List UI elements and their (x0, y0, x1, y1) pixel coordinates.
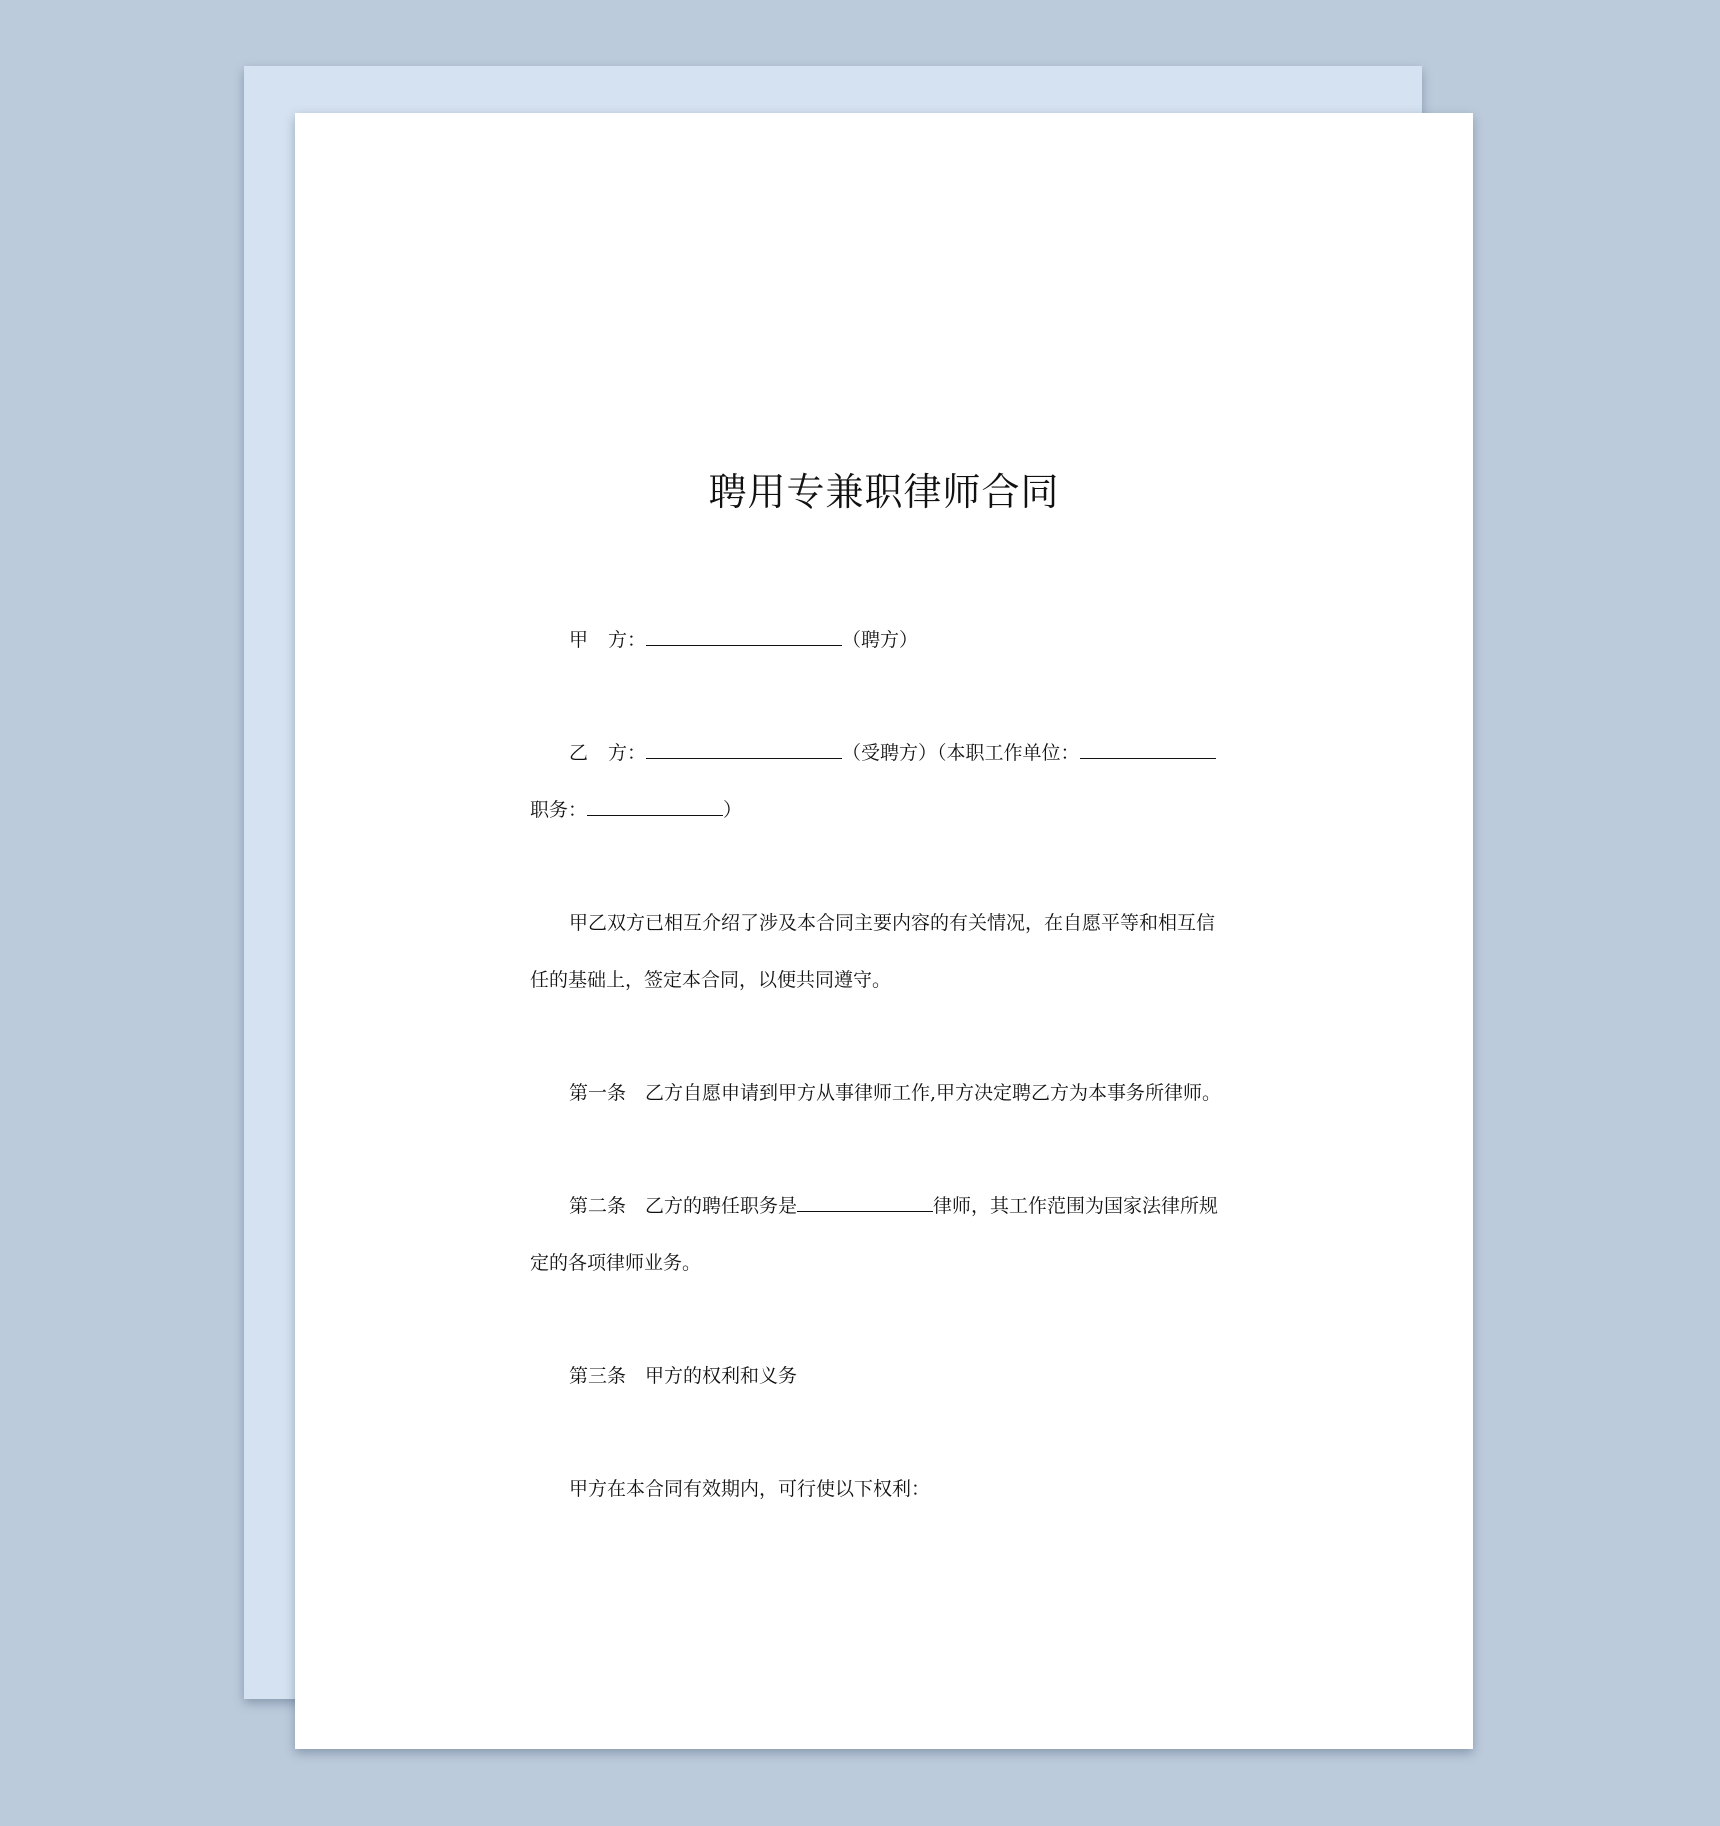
party-a-blank-field[interactable] (646, 627, 842, 646)
article-3-text: 甲方的权利和义务 (645, 1365, 798, 1387)
intro-line-2: 任的基础上，签定本合同，以便共同遵守。 (530, 969, 892, 991)
article-2-line (530, 1192, 1218, 1220)
article-2-text-after: 律师，其工作范围为国家法律所规 (933, 1195, 1219, 1217)
party-a-label-char1: 甲 (569, 629, 589, 651)
rights-intro-line: 甲方在本合同有效期内，可行使以下权利： (569, 1478, 931, 1500)
article-2-label: 第二条 (569, 1195, 627, 1217)
party-a-line (530, 626, 918, 654)
article-2-position-blank-field[interactable] (797, 1193, 933, 1212)
article-2-line-2: 定的各项律师业务。 (530, 1252, 702, 1274)
contract-page (295, 113, 1473, 1749)
party-b-position-blank-field[interactable] (587, 797, 723, 816)
party-a-label-char2: 方： (608, 629, 647, 651)
party-b-position-line (530, 796, 742, 824)
article-1-label: 第一条 (569, 1082, 627, 1104)
party-b-note: （受聘方）（本职工作单位： (842, 742, 1080, 764)
article-1-text: 乙方自愿申请到甲方从事律师工作,甲方决定聘乙方为本事务所律师。 (645, 1082, 1222, 1104)
article-1-line (530, 1079, 1221, 1107)
party-b-blank-field[interactable] (646, 740, 842, 759)
party-b-label-char2: 方： (608, 742, 647, 764)
party-b-label-char1: 乙 (569, 742, 589, 764)
party-b-position-label: 职务： (530, 799, 588, 821)
article-2-text-before: 乙方的聘任职务是 (645, 1195, 798, 1217)
article-3-line (530, 1362, 797, 1390)
intro-line-1: 甲乙双方已相互介绍了涉及本合同主要内容的有关情况，在自愿平等和相互信 (569, 912, 1216, 934)
party-b-employer-blank-field[interactable] (1080, 740, 1216, 759)
party-b-position-close: ） (723, 799, 743, 821)
document-title: 聘用专兼职律师合同 (708, 470, 1060, 514)
article-3-label: 第三条 (569, 1365, 627, 1387)
party-b-line (530, 739, 1216, 767)
party-a-note: （聘方） (842, 629, 919, 651)
